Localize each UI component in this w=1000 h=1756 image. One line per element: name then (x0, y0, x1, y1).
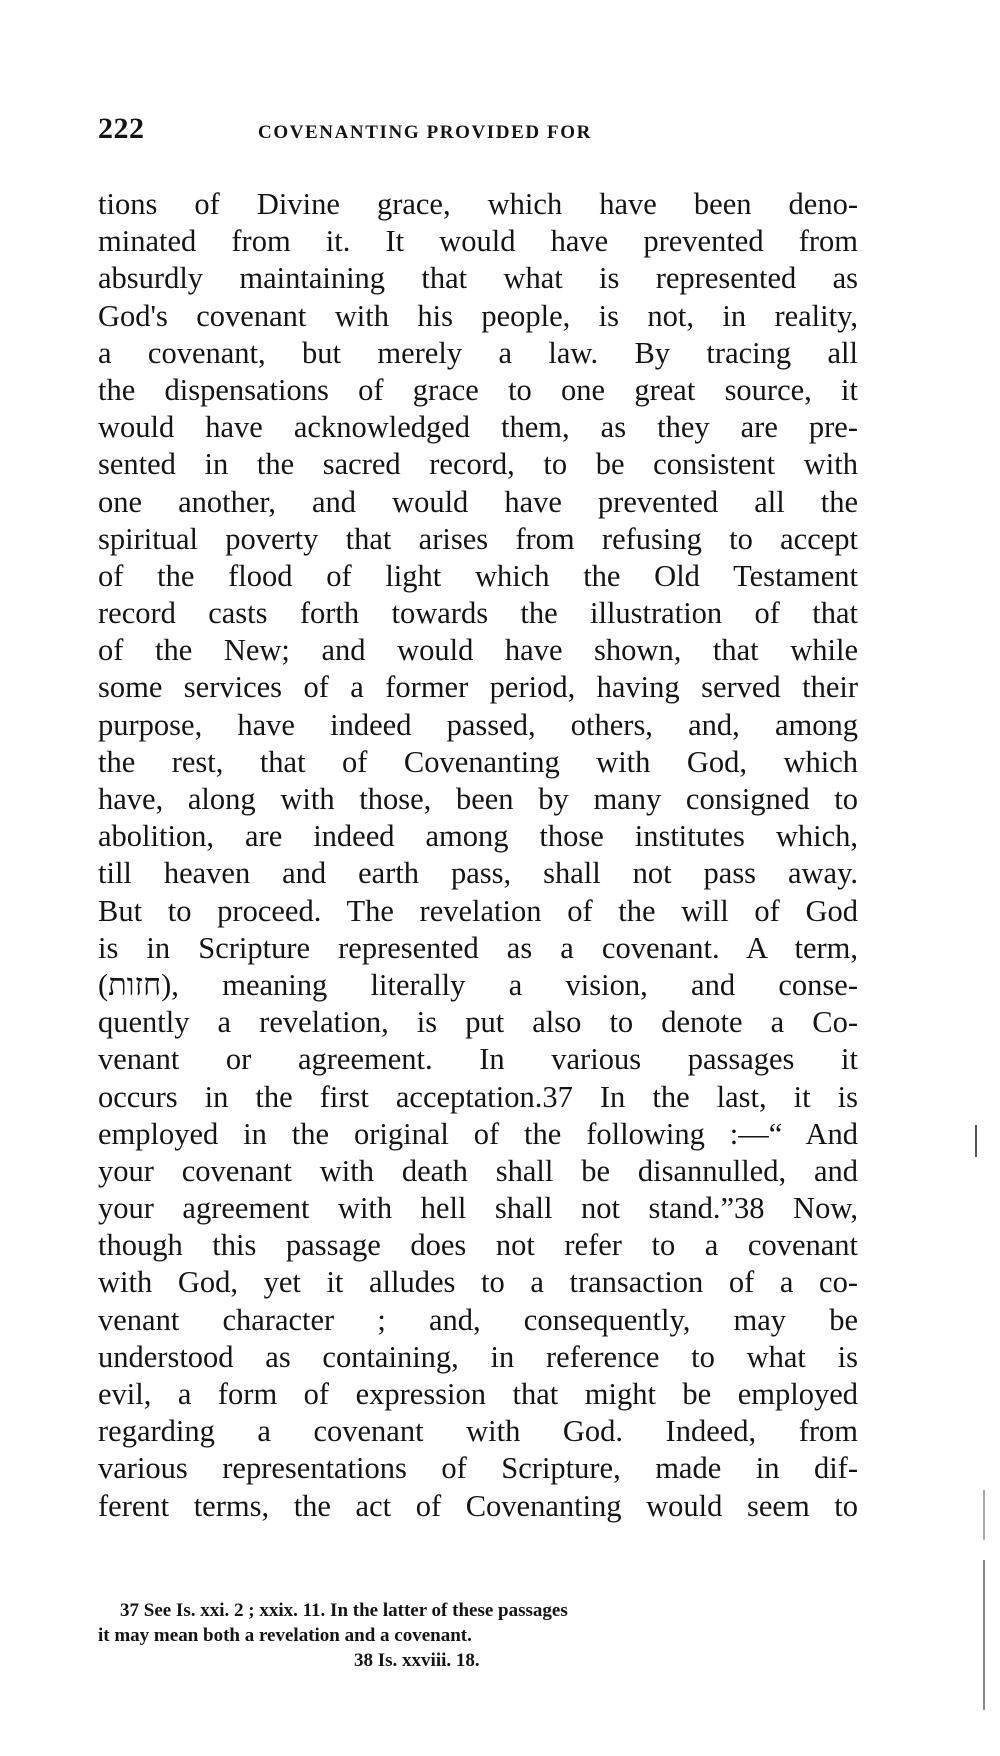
text-line: spiritual poverty that arises from refusing to accept (98, 521, 858, 556)
text-line: though this passage does not refer to a covenant (98, 1228, 858, 1263)
text-line: your agreement with hell shall not stand.”38 Now, (98, 1191, 858, 1226)
running-head: COVENANTING PROVIDED FOR (258, 122, 592, 143)
text-line: tions of Divine grace, which have been deno- (98, 187, 858, 221)
text-line: purpose, have indeed passed, others, and, among (98, 707, 858, 742)
text-line: the rest, that of Covenanting with God, which (98, 744, 858, 779)
scan-artifact (983, 1490, 985, 1540)
footnote-37-continued: it may mean both a revelation and a covenant. (98, 1625, 472, 1646)
text-line: have, along with those, been by many consigned to (98, 782, 858, 816)
text-line: employed in the original of the following :—“ And (98, 1116, 858, 1151)
page-header (98, 112, 858, 152)
text-line: a covenant, but merely a law. By tracing all (98, 335, 858, 370)
text-line: regarding a covenant with God. Indeed, from (98, 1414, 858, 1449)
text-line: God's covenant with his people, is not, in reality, (98, 298, 858, 333)
text-line: your covenant with death shall be disannulled, and (98, 1153, 858, 1188)
footnote-38: 38 Is. xxviii. 18. (354, 1650, 480, 1671)
text-line: with God, yet it alludes to a transaction of a co- (98, 1265, 858, 1300)
text-line: some services of a former period, having served their (98, 670, 858, 705)
text-line: absurdly maintaining that what is represented as (98, 261, 858, 296)
text-line: evil, a form of expression that might be employed (98, 1377, 858, 1411)
text-line: But to proceed. The revelation of the will of God (98, 893, 858, 928)
text-line: the dispensations of grace to one great source, it (98, 372, 858, 407)
text-line: ferent terms, the act of Covenanting would seem to (98, 1488, 858, 1523)
scan-artifact (983, 1560, 985, 1710)
footnote-37: 37 See Is. xxi. 2 ; xxix. 11. In the latter of these passages (120, 1600, 568, 1621)
text-line: is in Scripture represented as a covenant. A term, (98, 930, 858, 965)
text-line: minated from it. It would have prevented from (98, 224, 858, 259)
text-line: record casts forth towards the illustration of that (98, 596, 858, 631)
text-line: of the flood of light which the Old Testament (98, 558, 858, 593)
text-line: till heaven and earth pass, shall not pass away. (98, 856, 858, 891)
text-line: (חזות), meaning literally a vision, and conse- (98, 967, 858, 1002)
text-line: occurs in the first acceptation.37 In the last, it is (98, 1079, 858, 1114)
body-text (98, 186, 858, 1525)
page-number: 222 (98, 112, 145, 145)
text-line: venant character ; and, consequently, may be (98, 1302, 858, 1337)
text-line: abolition, are indeed among those institutes which, (98, 819, 858, 854)
text-line: quently a revelation, is put also to denote a Co- (98, 1005, 858, 1040)
text-line: venant or agreement. In various passages it (98, 1042, 858, 1077)
scan-artifact (975, 1125, 977, 1157)
text-line: various representations of Scripture, made in dif- (98, 1451, 858, 1486)
text-line: of the New; and would have shown, that while (98, 633, 858, 668)
text-line: would have acknowledged them, as they are pre- (98, 410, 858, 445)
text-line: understood as containing, in reference to what is (98, 1339, 858, 1374)
text-line: one another, and would have prevented all the (98, 484, 858, 519)
text-line: sented in the sacred record, to be consistent with (98, 447, 858, 482)
footnotes (98, 1598, 858, 1673)
